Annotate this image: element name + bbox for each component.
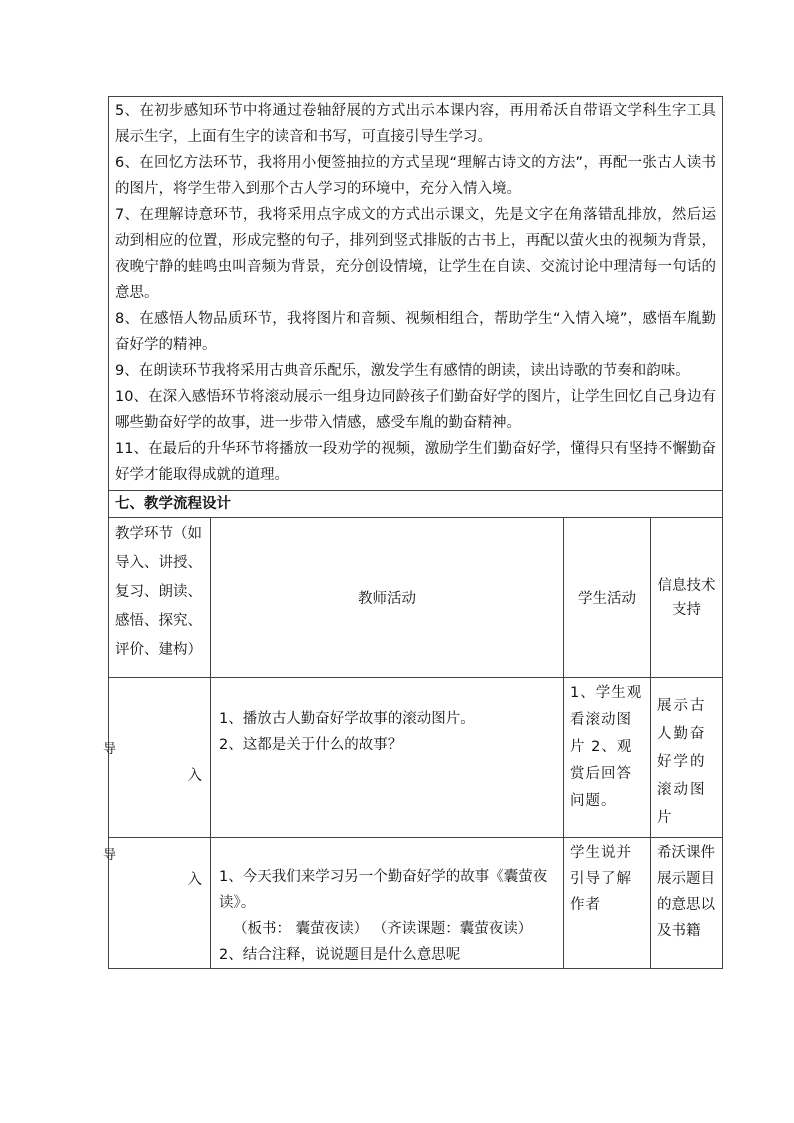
table-header-row — [109, 518, 723, 678]
stage-mark: 导 — [103, 848, 117, 863]
stage-label: 入 — [187, 768, 202, 784]
teacher-step: 2、这都是关于什么的故事？ — [219, 737, 403, 753]
document-page — [103, 96, 722, 969]
tech-support-cell: 展示古人勤奋好学的滚动图片 — [651, 678, 723, 838]
stage-label: 入 — [187, 872, 202, 888]
header-teacher-activity: 教师活动 — [211, 518, 564, 678]
teacher-step: 2、结合注释，说说题目是什么意思呢 — [219, 947, 461, 963]
intro-paragraph-11: 11、在最后的升华环节将播放一段劝学的视频，激励学生们勤奋好学，懂得只有坚持不懈勤奋好学才能取得成就的道理。 — [115, 441, 717, 483]
intro-cell — [109, 97, 723, 491]
header-student-activity: 学生活动 — [564, 518, 651, 678]
student-activity-cell: 1、学生观看滚动图片 2、观赏后回答问题。 — [564, 678, 651, 838]
header-stage: 教学环节（如导入、讲授、复习、朗读、感悟、探究、评价、建构） — [109, 518, 211, 678]
intro-paragraph-5: 5、在初步感知环节中将通过卷轴舒展的方式出示本课内容，再用希沃自带语文学科生字工具展示生字，上面有生字的读音和书写，可直接引导生学习。 — [115, 103, 717, 145]
header-tech-support: 信息技术支持 — [651, 518, 723, 678]
teacher-step: 1、播放古人勤奋好学故事的滚动图片。 — [219, 711, 475, 727]
stage-mark: 导 — [103, 742, 117, 757]
teacher-activity-cell — [211, 678, 564, 838]
teacher-activity-cell — [211, 838, 564, 969]
intro-paragraph-8: 8、在感悟人物品质环节，我将图片和音频、视频相组合，帮助学生“入情入境”，感悟车胤勤奋好学的精神。 — [115, 311, 717, 353]
stage-cell — [103, 838, 211, 969]
student-activity-cell: 学生说并引导了解作者 — [564, 838, 651, 969]
intro-paragraph-7: 7、在理解诗意环节，我将采用点字成文的方式出示课文，先是文字在角落错乱排放，然后运动到相应的位置，形成完整的句子，排列到竖式排版的古书上，再配以萤火虫的视频为背景，夜晚宁静的蛙鸣虫叫音频为背景，充分创设情境，让学生在自读、交流讨论中理清每一句话的意思。 — [115, 207, 717, 301]
intro-paragraph-9: 9、在朗读环节我将采用古典音乐配乐，激发学生有感情的朗读，读出诗歌的节奏和韵味。 — [115, 363, 690, 379]
intro-paragraph-6: 6、在回忆方法环节，我将用小便签抽拉的方式呈现“理解古诗文的方法”，再配一张古人读书的图片，将学生带入到那个古人学习的环境中，充分入情入境。 — [115, 155, 717, 197]
intro-row — [109, 97, 723, 491]
lesson-plan-table — [103, 96, 723, 969]
section-title: 七、教学流程设计 — [109, 491, 723, 518]
tech-support-cell: 希沃课件展示题目的意思以及书籍 — [651, 838, 723, 969]
teacher-step: 1、今天我们来学习另一个勤奋好学的故事《囊萤夜读》。 — [219, 869, 548, 911]
table-row — [109, 838, 723, 969]
section-title-row — [109, 491, 723, 518]
teacher-note: （板书： 囊萤夜读） （齐读课题：囊萤夜读） — [233, 921, 533, 937]
intro-paragraph-10: 10、在深入感悟环节将滚动展示一组身边同龄孩子们勤奋好学的图片，让学生回忆自己身边有哪些勤奋好学的故事，进一步带入情感，感受车胤的勤奋精神。 — [115, 389, 717, 431]
table-row — [109, 678, 723, 838]
stage-cell — [103, 678, 211, 838]
